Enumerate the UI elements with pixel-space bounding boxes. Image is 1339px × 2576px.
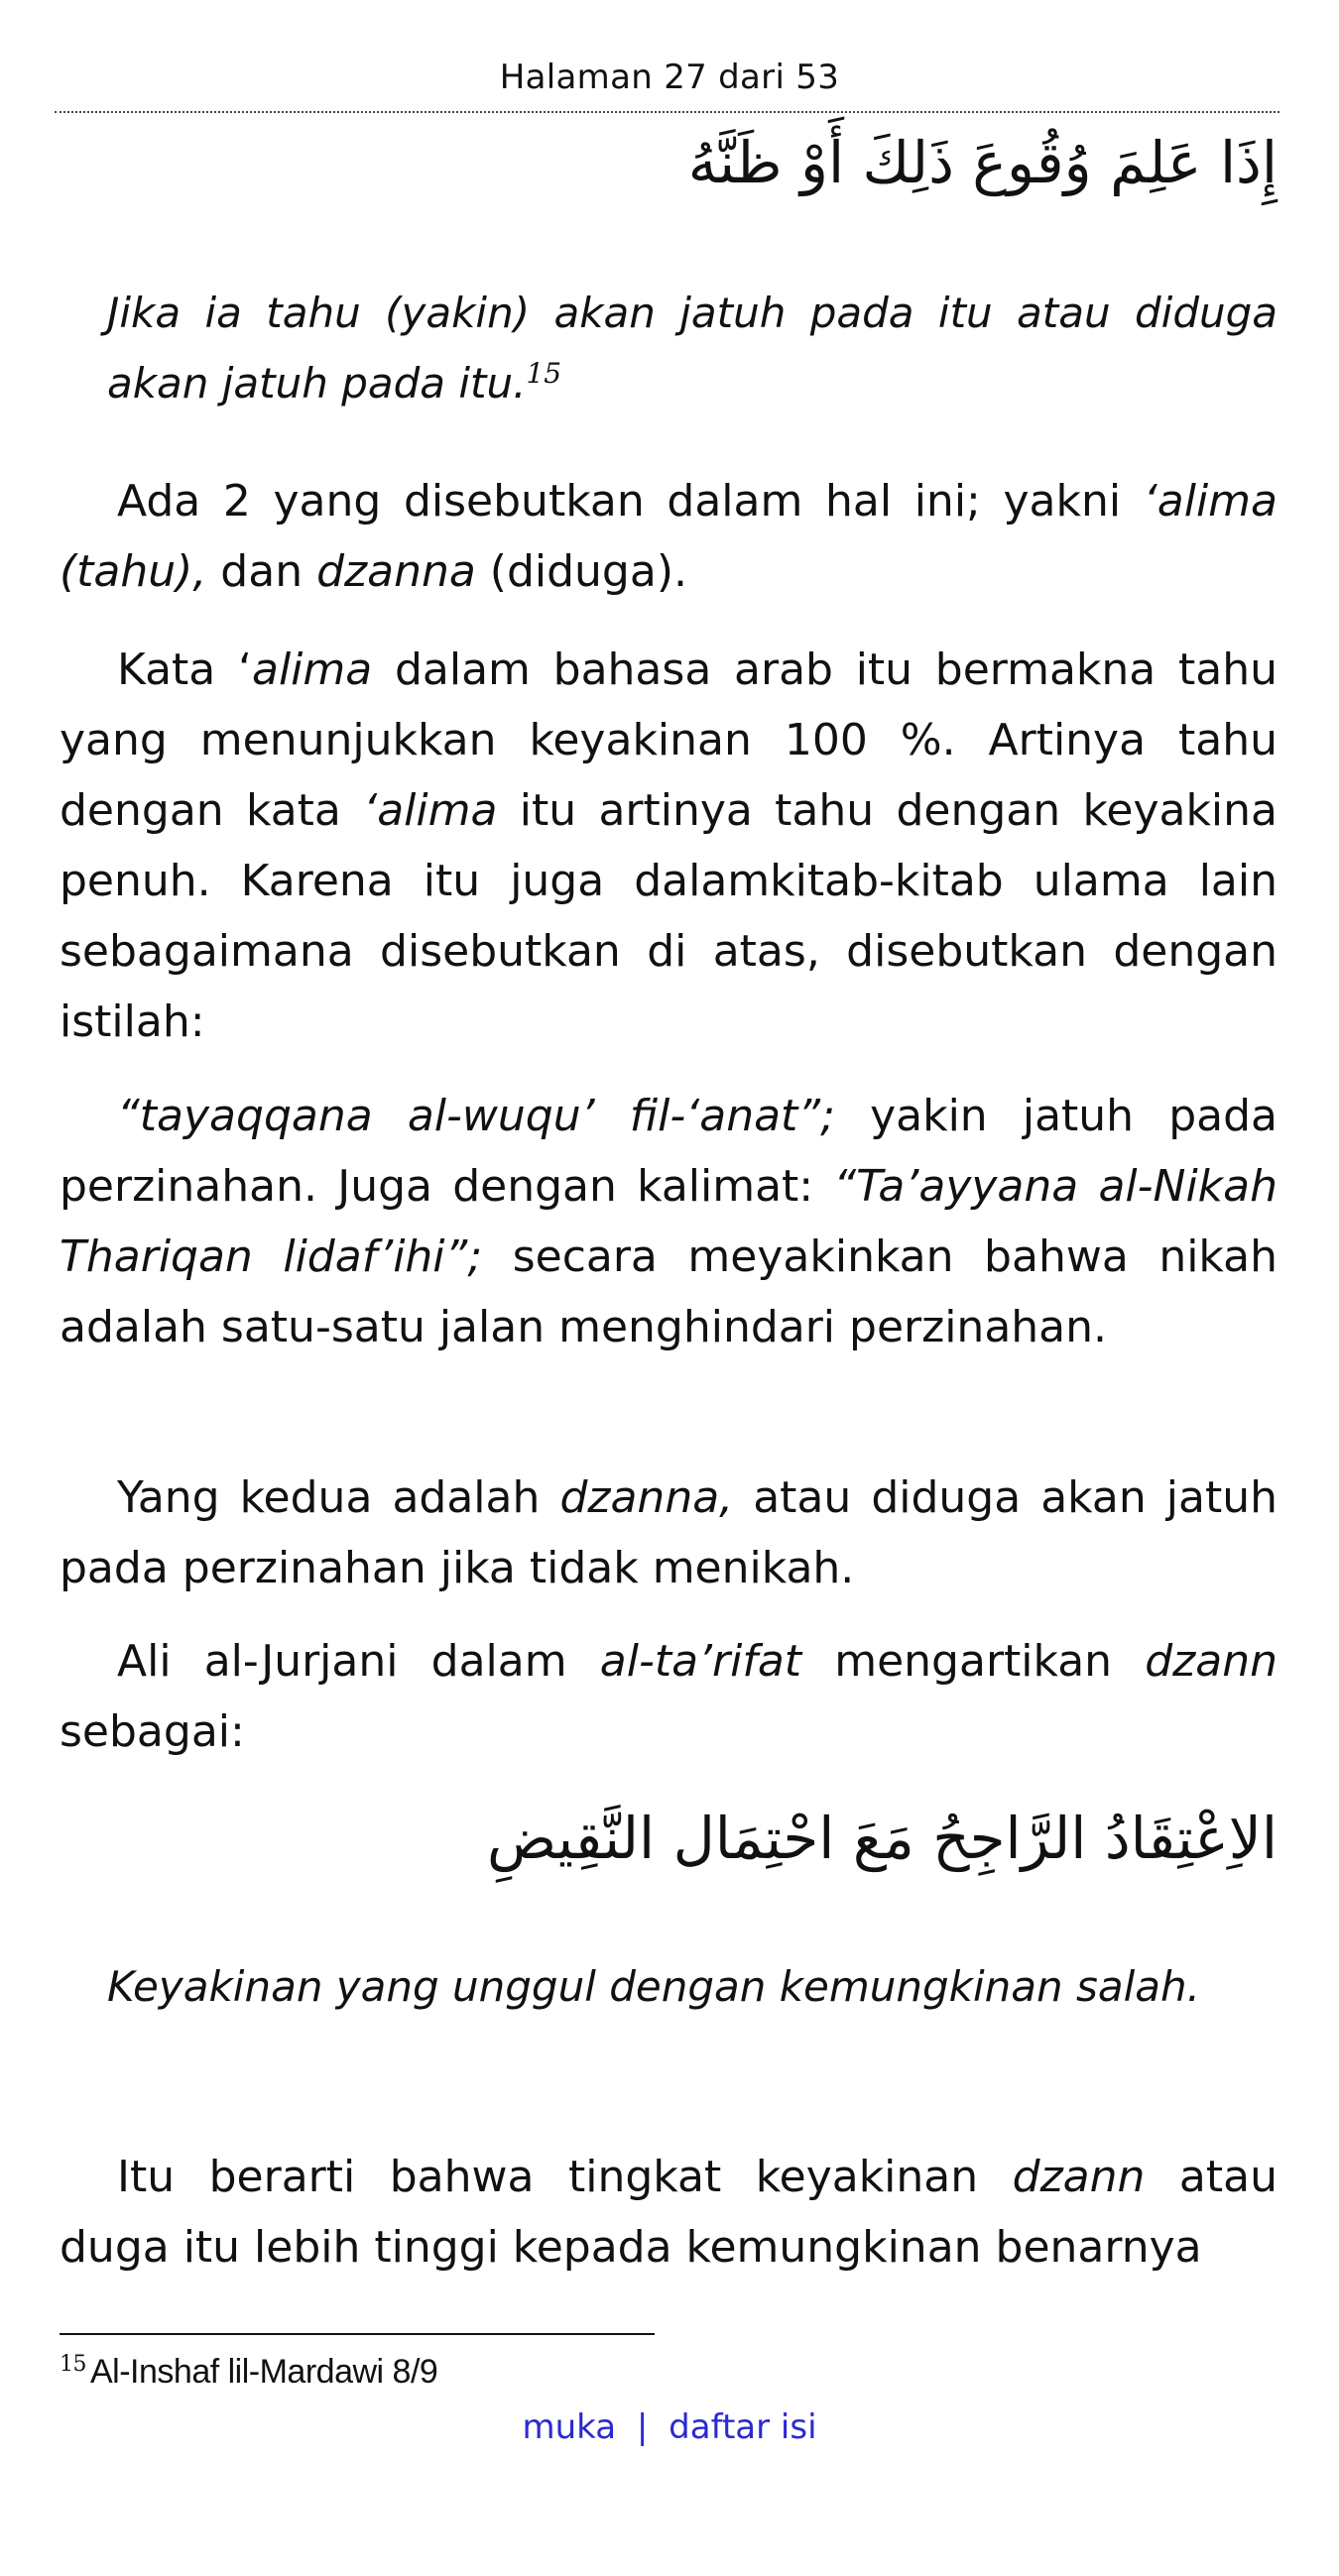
header-divider [55,111,1279,113]
p1-text-e: (diduga). [475,546,687,597]
paragraph-5 [60,1626,1278,1767]
p2-text-a: Kata ‘ [117,644,252,695]
paragraph-6 [60,2142,1278,2283]
p3-term-tayaqqana: “tayaqqana al-wuqu’ fil-‘anat”; [117,1091,835,1141]
footnote-ref[interactable]: 15 [526,357,562,390]
page-navigation [0,2407,1339,2447]
paragraph-2 [60,635,1278,1057]
p5-term-dzann: dzann [1145,1636,1278,1687]
home-link[interactable]: muka [522,2407,617,2447]
p1-text-a: Ada 2 yang disebutkan dalam hal ini; yakni [117,476,1144,527]
p2-term-alima-2: ‘alima [363,785,498,836]
p1-term-alima: ‘alima (tahu), [60,476,1278,597]
nav-separator: | [636,2407,649,2447]
footnote-number: 15 [60,2351,86,2377]
p5-text-a: Ali al-Jurjani dalam [117,1636,600,1687]
p1-term-dzanna: dzanna [316,546,476,597]
paragraph-4 [60,1463,1278,1603]
footnote-text: Al-Inshaf lil-Mardawi 8/9 [90,2353,438,2391]
p5-term-altarifat: al-ta’rifat [599,1636,802,1687]
p5-text-c: mengartikan [801,1636,1146,1687]
p2-text-c: dalam bahasa arab itu bermakna tahu yang menunjukkan keyakinan 100 %. Artinya tahu dengan kata [60,644,1278,836]
arabic-quote-2: الاِعْتِقَادُ الرَّاجِحُ مَعَ احْتِمَال النَّقِيضِ [486,1805,1278,1872]
p6-text-a: Itu berarti bahwa tingkat keyakinan [117,2152,1013,2202]
p4-term-dzanna: dzanna, [559,1472,734,1523]
paragraph-3 [60,1081,1278,1362]
table-of-contents-link[interactable]: daftar isi [669,2407,817,2447]
translation-1-text: Jika ia tahu (yakin) akan jatuh pada itu atau diduga akan jatuh pada itu. [107,289,1278,408]
arabic-quote-1: إِذَا عَلِمَ وُقُوعَ ذَلِكَ أَوْ ظَنَّهُ [687,129,1278,196]
p3-text-b: yakin jatuh pada perzinahan. Juga dengan kalimat: [60,1091,1278,1212]
translation-2: Keyakinan yang unggul dengan kemungkinan salah. [107,1962,1200,2011]
footnote [60,2350,437,2394]
footnote-divider [60,2333,655,2335]
p3-text-d: secara meyakinkan bahwa nikah adalah satu-satu jalan menghindari perzinahan. [60,1231,1278,1352]
p4-text-a: Yang kedua adalah [117,1472,560,1523]
p3-term-taayyana: “Ta’ayyana al-Nikah Thariqan lidaf’ihi”; [60,1161,1278,1282]
paragraph-1 [60,466,1278,607]
p6-text-c: atau duga itu lebih tinggi kepada kemungkinan benarnya [60,2152,1278,2273]
p5-text-e: sebagai: [60,1706,245,1757]
p2-text-e: itu artinya tahu dengan keyakina penuh. Karena itu juga dalamkitab-kitab ulama lain sebagaimana disebutkan di atas, disebutkan dengan istilah: [60,785,1278,1047]
p6-term-dzann: dzann [1012,2152,1146,2202]
page-indicator: Halaman 27 dari 53 [499,58,840,97]
translation-1 [107,278,1278,418]
p2-term-alima: alima [251,644,373,695]
p4-text-c: atau diduga akan jatuh pada perzinahan jika tidak menikah. [60,1472,1278,1593]
p1-text-c: dan [206,546,317,597]
